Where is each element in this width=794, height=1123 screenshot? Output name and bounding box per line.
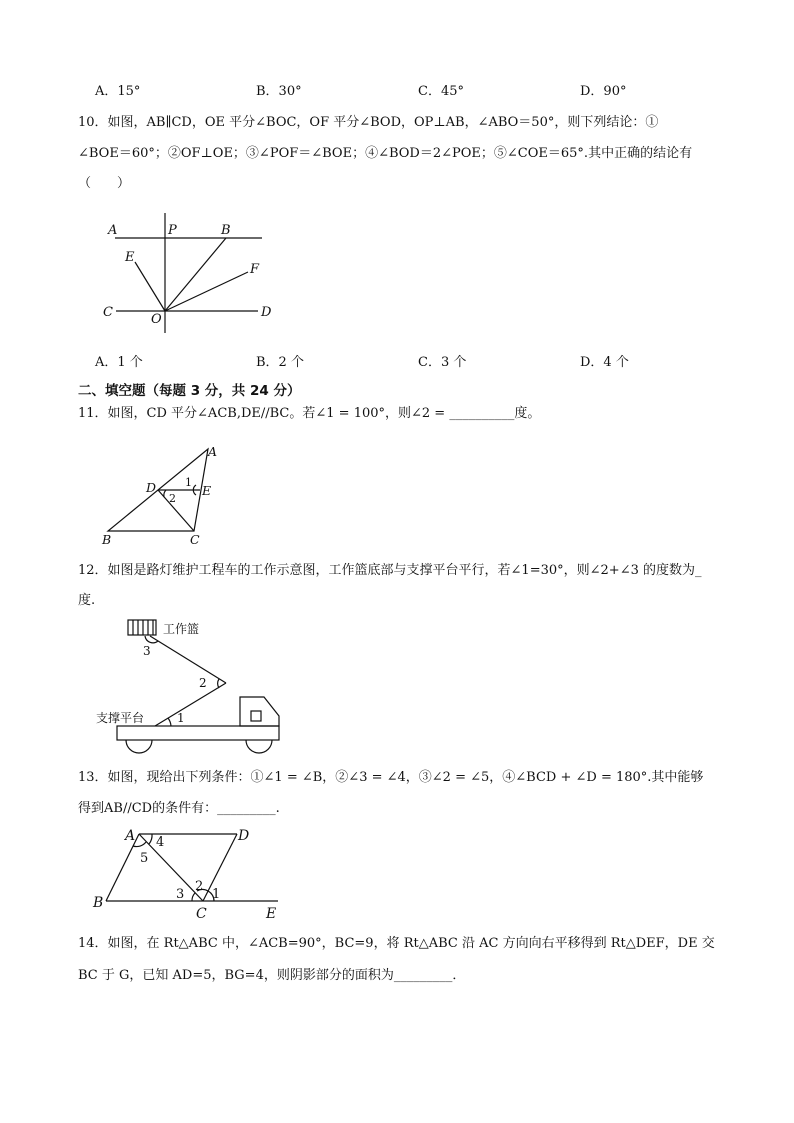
q12-label-angle3: 3 xyxy=(143,644,151,658)
q11-segment-dc xyxy=(158,490,194,531)
q12-text-line2: 度. xyxy=(78,593,96,608)
q13-angle-arc-2 xyxy=(197,889,208,891)
q10-label-p: P xyxy=(168,223,177,238)
q10-option-c: C．3 个 xyxy=(418,355,467,370)
q10-label-f: F xyxy=(250,262,260,277)
q14-text-line2: BC 于 G，已知 AD=5，BG=4，则阴影部分的面积为_________． xyxy=(78,968,466,983)
q12-wheel-rear xyxy=(126,740,152,753)
q10-option-d: D．4 个 xyxy=(580,355,629,370)
q10-label-e: E xyxy=(125,250,135,265)
q12-angle-arc-3 xyxy=(145,636,158,643)
q12-truck-window xyxy=(251,711,261,721)
q10-label-a: A xyxy=(108,223,118,238)
q10-text-line1: 10．如图，AB∥CD，OE 平分∠BOC，OF 平分∠BOD，OP⊥AB，∠ABO＝50°，则下列结论：① xyxy=(78,115,659,130)
q10-ray-oe xyxy=(135,262,165,311)
q14-text-line1: 14．如图，在 Rt△ABC 中，∠ACB=90°，BC=9，将 Rt△ABC 沿 AC 方向向右平移得到 Rt△DEF，DE 交 xyxy=(78,936,715,951)
q10-text-line2: ∠BOE＝60°；②OF⊥OE；③∠POF＝∠BOE；④∠BOD＝2∠POE；⑤∠COE＝65°.其中正确的结论有 xyxy=(78,146,693,161)
q11-triangle-abc xyxy=(108,449,208,531)
q13-text-line2: 得到AB//CD的条件有：_________. xyxy=(78,801,280,816)
q12-text-line1: 12．如图是路灯维护工程车的工作示意图，工作篮底部与支撑平台平行，若∠1=30°，则∠2+∠3 的度数为_ xyxy=(78,563,702,578)
q12-basket-box xyxy=(128,620,156,635)
q11-text: 11．如图，CD 平分∠ACB,DE//BC。若∠1 = 100°，则∠2 = __________度。 xyxy=(78,406,541,421)
q13-segment-ac xyxy=(139,834,203,901)
q12-angle-arc-2 xyxy=(218,679,219,688)
q9-option-d: D．90° xyxy=(580,84,627,99)
q13-segment-dc xyxy=(203,834,237,901)
q9-option-b: B．30° xyxy=(256,84,302,99)
q12-label-angle1: 1 xyxy=(177,711,185,725)
q13-angle-arc-4 xyxy=(149,834,152,844)
q11-label-c: C xyxy=(190,532,200,547)
q13-label-c: C xyxy=(196,906,207,922)
q10-label-d: D xyxy=(261,305,272,320)
q13-text-line1: 13．如图，现给出下列条件：①∠1 = ∠B，②∠3 = ∠4，③∠2 = ∠5，④∠BCD + ∠D = 180°.其中能够 xyxy=(78,770,704,785)
q11-angle-arc-2 xyxy=(164,490,166,497)
q11-label-d: D xyxy=(146,480,157,495)
q13-label-angle1: 1 xyxy=(212,887,221,902)
q13-angle-arc-5 xyxy=(133,842,146,847)
q12-wheel-front xyxy=(246,740,272,753)
q13-angle-arc-1 xyxy=(208,891,214,901)
q13-angle-arc-3 xyxy=(192,893,195,901)
q13-label-angle4: 4 xyxy=(156,835,165,850)
q11-label-e: E xyxy=(202,483,212,498)
q12-label-basket: 工作篮 xyxy=(163,622,200,636)
q13-segment-ab xyxy=(106,834,139,901)
q13-label-angle5: 5 xyxy=(140,851,149,866)
q11-label-angle2: 2 xyxy=(169,492,176,505)
q11-label-b: B xyxy=(102,532,112,547)
q13-label-b: B xyxy=(93,895,104,911)
q10-label-o: O xyxy=(151,312,162,327)
q10-label-c: C xyxy=(103,305,113,320)
q13-label-angle2: 2 xyxy=(195,879,204,894)
q11-angle-arc-1 xyxy=(193,485,196,495)
q10-text-line3: （ ） xyxy=(78,176,131,191)
q13-label-angle3: 3 xyxy=(176,887,185,902)
q10-label-b: B xyxy=(221,223,231,238)
q12-arm-upper xyxy=(150,636,226,683)
q10-ray-ob xyxy=(165,238,226,311)
q9-option-c: C．45° xyxy=(418,84,464,99)
q10-ray-of xyxy=(165,272,248,311)
q10-option-a: A．1 个 xyxy=(95,355,143,370)
q13-label-d: D xyxy=(238,828,250,844)
q11-label-angle1: 1 xyxy=(185,476,192,489)
q13-label-e: E xyxy=(266,906,277,922)
q12-truck-cab xyxy=(240,697,279,726)
q12-label-angle2: 2 xyxy=(199,676,207,690)
q12-label-platform: 支撑平台 xyxy=(96,711,145,725)
q9-option-a: A．15° xyxy=(95,84,141,99)
q11-label-a: A xyxy=(208,444,218,459)
q13-label-a: A xyxy=(125,828,136,844)
q10-option-b: B．2 个 xyxy=(256,355,304,370)
q12-angle-arc-1 xyxy=(168,718,171,726)
section-fill-in-title: 二、填空题（每题 3 分，共 24 分） xyxy=(78,383,301,399)
q12-truck-platform xyxy=(117,726,279,740)
q12-arm-lower xyxy=(155,683,226,726)
